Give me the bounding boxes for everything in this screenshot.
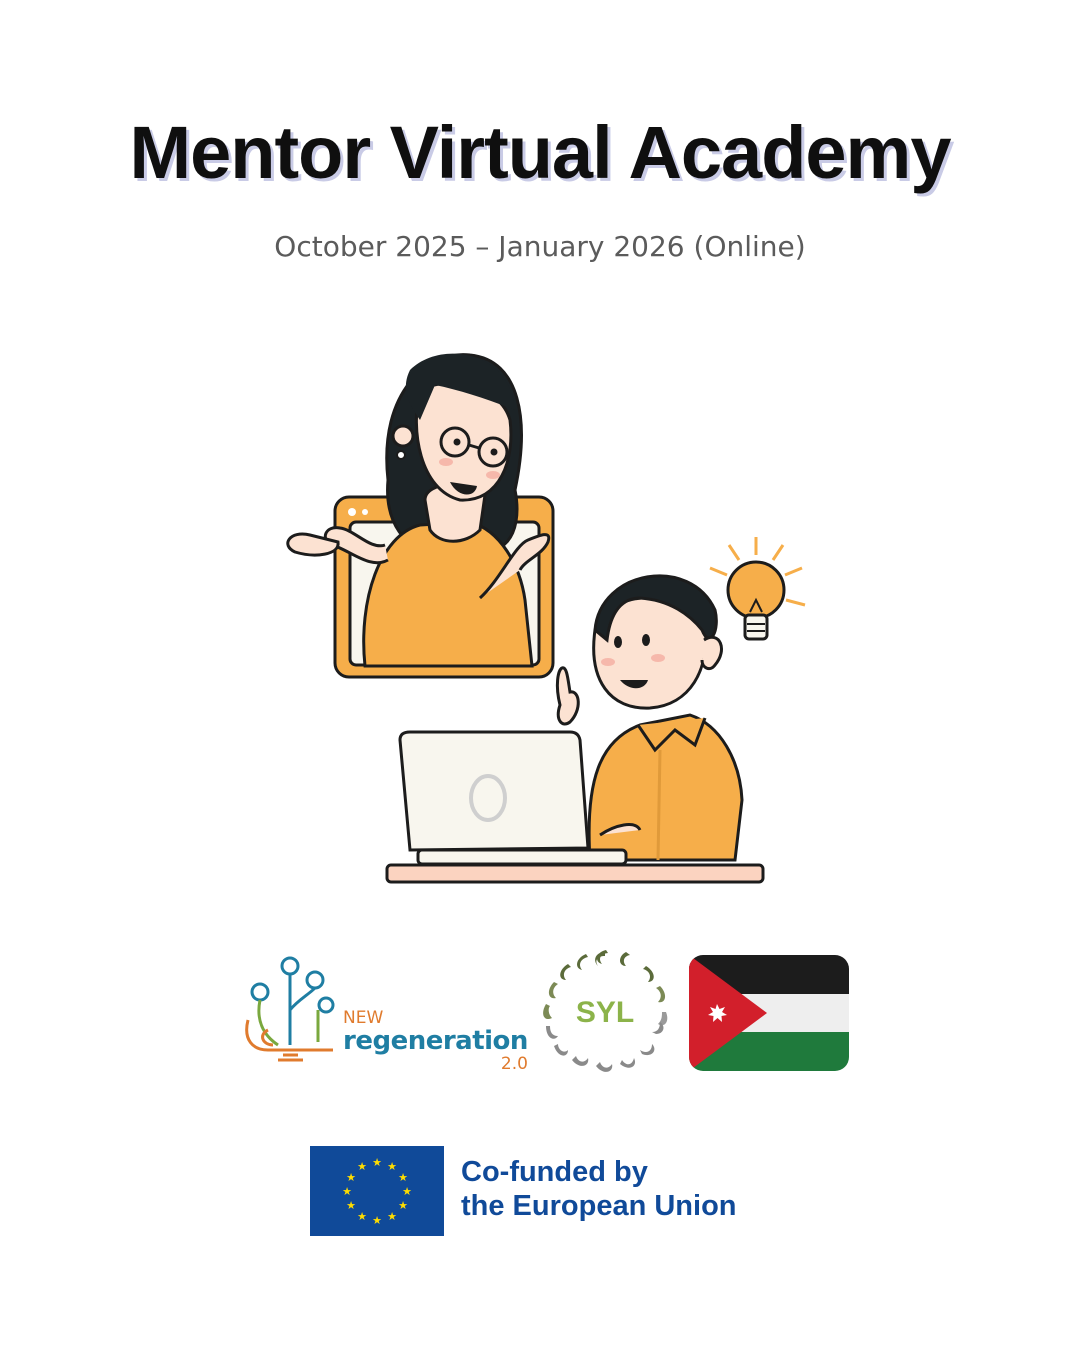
svg-text:★: ★: [357, 1160, 367, 1173]
eu-line-1: Co-funded by: [461, 1156, 648, 1188]
svg-text:★: ★: [357, 1210, 367, 1223]
svg-text:★: ★: [387, 1210, 397, 1223]
svg-text:★: ★: [342, 1185, 352, 1198]
svg-text:★: ★: [346, 1199, 356, 1212]
regeneration-version-label: 2.0: [500, 1054, 528, 1074]
date-subtitle: October 2025 – January 2026 (Online): [274, 230, 806, 263]
lightbulb-icon: [710, 537, 805, 639]
svg-text:★: ★: [402, 1185, 412, 1198]
jordan-flag-icon: [689, 955, 849, 1071]
regeneration-new-label: NEW: [343, 1008, 384, 1028]
regeneration-wordmark: [343, 1010, 528, 1073]
eu-flag-icon: [310, 1146, 444, 1236]
mentor-student-illustration: [270, 330, 830, 900]
eu-line-2: the European Union: [461, 1190, 737, 1222]
syl-logo-text: SYL: [575, 996, 635, 1029]
svg-text:★: ★: [398, 1171, 408, 1184]
regeneration-name-label: regeneration: [343, 1026, 528, 1056]
page-title: Mentor Virtual Academy: [129, 111, 951, 194]
mentor-figure: [288, 354, 549, 666]
eu-cofunded-text: [461, 1155, 737, 1223]
desk: [387, 865, 763, 882]
svg-text:★: ★: [398, 1199, 408, 1212]
svg-text:★: ★: [372, 1156, 382, 1169]
svg-text:★: ★: [346, 1171, 356, 1184]
svg-text:★: ★: [372, 1214, 382, 1227]
syl-logo-icon: [538, 946, 672, 1080]
svg-text:★: ★: [387, 1160, 397, 1173]
